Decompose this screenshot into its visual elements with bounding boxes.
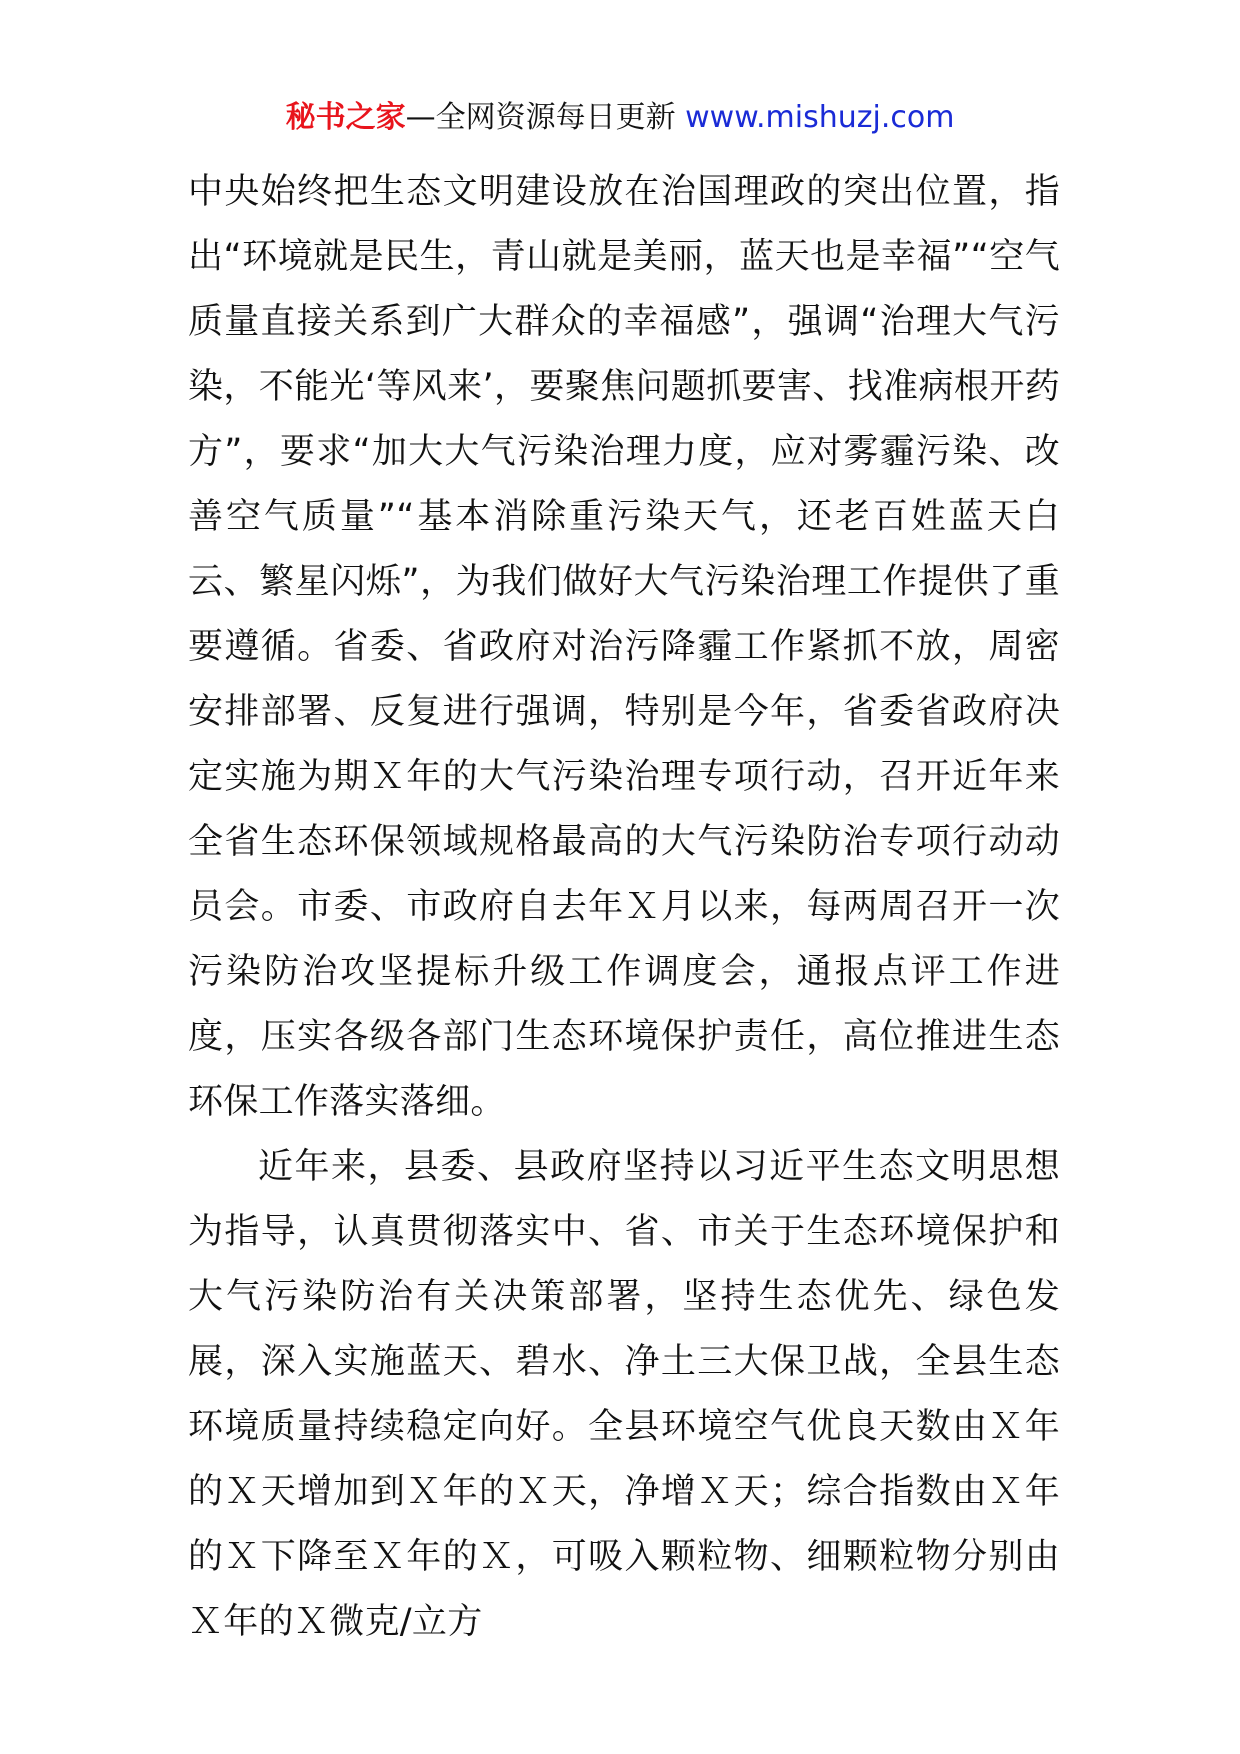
document-body — [188, 160, 1060, 1655]
page-header — [0, 98, 1240, 138]
body-paragraph-1: 中央始终把生态文明建设放在治国理政的突出位置，指出“环境就是民生，青山就是美丽，蓝天也是幸福”“空气质量直接关系到广大群众的幸福感”，强调“治理大气污染，不能光‘等风来’，要聚焦问题抓要害、找准病根开药方”，要求“加大大气污染治理力度，应对雾霾污染、改善空气质量”“基本消除重污染天气，还老百姓蓝天白云、繁星闪烁”，为我们做好大气污染治理工作提供了重要遵循。省委、省政府对治污降霾工作紧抓不放，周密安排部署、反复进行强调，特别是今年，省委省政府决定实施为期Ｘ年的大气污染治理专项行动，召开近年来全省生态环保领域规格最高的大气污染防治专项行动动员会。市委、市政府自去年Ｘ月以来，每两周召开一次污染防治攻坚提标升级工作调度会，通报点评工作进度，压实各级各部门生态环境保护责任，高位推进生态环保工作落实落细。 — [188, 172, 1060, 1122]
site-brand: 秘书之家 — [285, 100, 406, 135]
body-paragraph-2: 近年来，县委、县政府坚持以习近平生态文明思想为指导，认真贯彻落实中、省、市关于生态环境保护和大气污染防治有关决策部署，坚持生态优先、绿色发展，深入实施蓝天、碧水、净土三大保卫战，全县生态环境质量持续稳定向好。全县环境空气优良天数由Ｘ年的Ｘ天增加到Ｘ年的Ｘ天，净增Ｘ天；综合指数由Ｘ年的Ｘ下降至Ｘ年的Ｘ，可吸入颗粒物、细颗粒物分别由Ｘ年的Ｘ微克/立方 — [188, 1147, 1060, 1642]
site-url-link[interactable]: www.mishuzj.com — [685, 100, 955, 135]
site-tagline: —全网资源每日更新 — [405, 100, 676, 135]
